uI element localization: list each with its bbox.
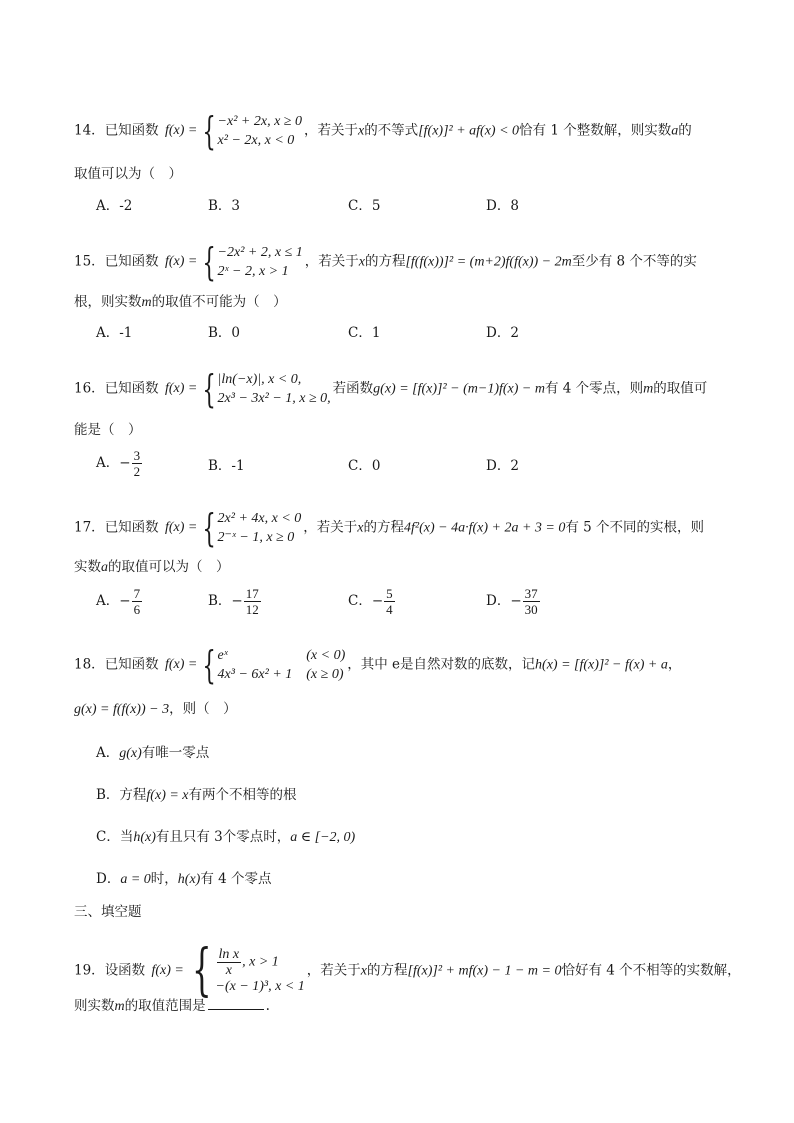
q16-option-d[interactable]: D．2 [486, 458, 519, 474]
q15-option-b[interactable]: B．0 [208, 325, 241, 341]
q14-option-a[interactable]: A．-2 [96, 198, 133, 214]
q15-piecewise: f(x) = { −2x² + 2, x ≤ 1 2ˣ − 2, x > 1 [164, 240, 303, 284]
q17-stem-line2: 实数a的取值可以为（ ） [74, 559, 230, 575]
q15-stem-line2: 根，则实数m的取值不可能为（ ） [74, 294, 287, 310]
q16-equation: g(x) = [f(x)]² − (m−1)f(x) − m [373, 381, 545, 397]
q18-option-a[interactable]: A．g(x)有唯一零点 [96, 745, 210, 761]
q17-option-b[interactable]: B．− $\frac{17}{12}$ [208, 586, 259, 617]
q15-option-d[interactable]: D．2 [486, 325, 519, 341]
q18-option-b[interactable]: B．方程f(x) = x有两个不相等的根 [96, 787, 297, 803]
q19-piecewise: f(x) = { $\frac{\text{ln x}}{x}$ , x > 1 −(x − 1)³, x < 1 [151, 938, 305, 1003]
q17-option-c[interactable]: C．− $\frac{5}{4}$ [348, 586, 393, 617]
q14-inequality: [f(x)]² + af(x) < 0 [418, 123, 520, 139]
q17-equation: 4f²(x) − 4a·f(x) + 2a + 3 = 0 [404, 520, 566, 536]
q17-piecewise: f(x) = { 2x² + 4x, x < 0 2⁻ˣ − 1, x ≥ 0 [164, 506, 302, 550]
q19-stem: 19．设函数 f(x) = { $\frac{\text{ln x}}{x}$ , x > 1 −(x − 1)³, x < 1 ，若关于x的方程[f(x)]² + mf(x) − 1 − m = 0恰好有 4 个不相等的实数解， [74, 938, 741, 1003]
q19-equation: [f(x)]² + mf(x) − 1 − m = 0 [407, 963, 562, 979]
q14-option-c[interactable]: C．5 [348, 198, 381, 214]
q18-h-definition: h(x) = [f(x)]² − f(x) + a [535, 657, 668, 673]
q19-stem-line2: 则实数m的取值范围是 . [74, 998, 270, 1014]
q18-stem-line2: g(x) = f(f(x)) − 3，则（ ） [74, 701, 237, 717]
q16-option-b[interactable]: B．-1 [208, 458, 245, 474]
q15-stem: 15．已知函数 f(x) = { −2x² + 2, x ≤ 1 2ˣ − 2, x > 1 ，若关于x的方程[f(f(x))]² = (m+2)f(f(x)) − 2m至少有 8 个不等的实 [74, 240, 697, 284]
q15-option-c[interactable]: C．1 [348, 325, 381, 341]
q18-option-c[interactable]: C．当h(x)有且只有 3个零点时，a ∈ [−2, 0) [96, 829, 356, 845]
q18-option-d[interactable]: D．a = 0时，h(x)有 4 个零点 [96, 871, 272, 887]
q14-piecewise: f(x) = { −x² + 2x, x ≥ 0 x² − 2x, x < 0 [164, 109, 302, 153]
q15-option-a[interactable]: A．-1 [96, 325, 133, 341]
q19-answer-blank[interactable] [208, 1009, 264, 1010]
q14-option-d[interactable]: D．8 [486, 198, 519, 214]
q15-equation: [f(f(x))]² = (m+2)f(f(x)) − 2m [405, 254, 572, 270]
q17-stem: 17．已知函数 f(x) = { 2x² + 4x, x < 0 2⁻ˣ − 1, x ≥ 0 ，若关于x的方程4f²(x) − 4a·f(x) + 2a + 3 = 0有 5 个不同的实根，则 [74, 506, 705, 550]
section-heading-fill-in: 三、填空题 [74, 904, 142, 920]
q18-g-definition: g(x) = f(f(x)) − 3 [74, 702, 170, 717]
q17-option-d[interactable]: D．− $\frac{37}{30}$ [486, 586, 538, 617]
q14-stem: 14．已知函数 f(x) = { −x² + 2x, x ≥ 0 x² − 2x, x < 0 ，若关于x的不等式[f(x)]² + af(x) < 0恰有 1 个整数解，则实数a的 [74, 109, 692, 153]
q18-piecewise: f(x) = { eˣ (x < 0) 4x³ − 6x² + 1 (x ≥ 0) [164, 643, 346, 687]
q18-stem: 18．已知函数 f(x) = { eˣ (x < 0) 4x³ − 6x² + 1 (x ≥ 0) ，其中 e是自然对数的底数，记h(x) = [f(x)]² − f(x) + a， [74, 643, 682, 687]
q16-option-a[interactable]: A．− $\frac{3}{2}$ [96, 448, 141, 479]
q14-option-b[interactable]: B．3 [208, 198, 241, 214]
q16-stem-line2: 能是（ ） [74, 422, 142, 438]
q17-option-a[interactable]: A．− $\frac{7}{6}$ [96, 586, 141, 617]
q16-piecewise: f(x) = { |ln(−x)|, x < 0, 2x³ − 3x² − 1, x ≥ 0, [164, 367, 331, 411]
q16-stem: 16．已知函数 f(x) = { |ln(−x)|, x < 0, 2x³ − 3x² − 1, x ≥ 0, 若函数g(x) = [f(x)]² − (m−1)f(x) − m有 4 个零点，则m的取值可 [74, 367, 708, 411]
q14-stem-line2: 取值可以为（ ） [74, 166, 182, 182]
q16-option-c[interactable]: C．0 [348, 458, 381, 474]
